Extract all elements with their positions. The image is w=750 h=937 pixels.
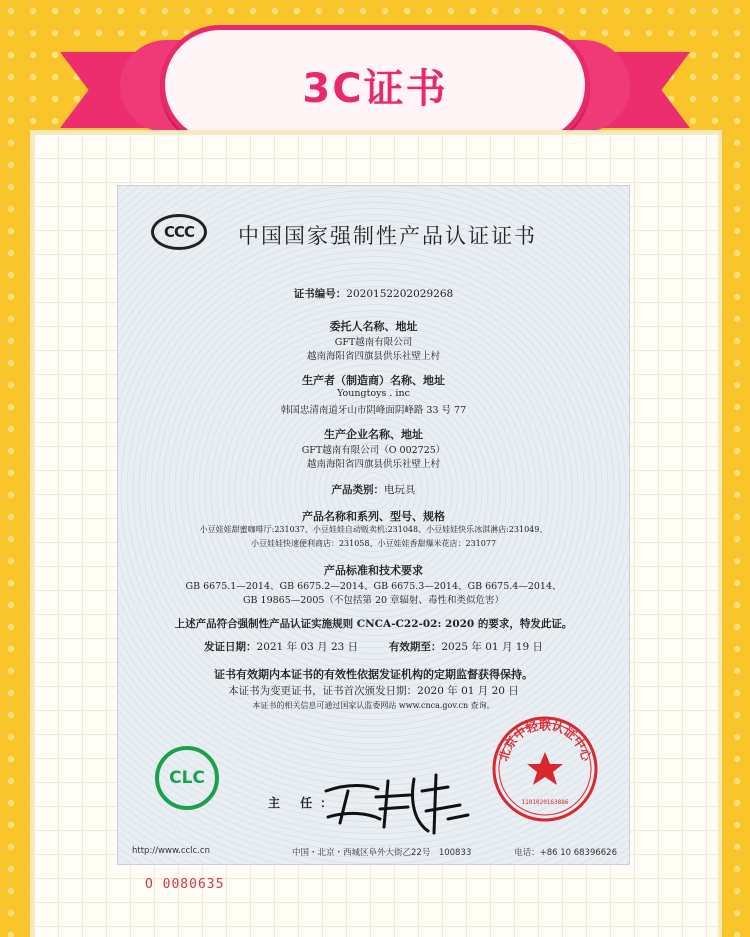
category: 电玩具 xyxy=(384,484,416,496)
conformity-statement: 上述产品符合强制性产品认证实施规则 CNCA-C22-02: 2020 的要求，特发此证。 xyxy=(174,618,573,630)
standard-line-1: GB 6675.1—2014、GB 6675.2—2014、GB 6675.3—2014、GB 6675.4—2014、 xyxy=(185,581,562,592)
client-name: GFT越南有限公司 xyxy=(334,337,413,348)
query-note: 本证书的相关信息可通过国家认监委网站 www.cnca.gov.cn 查询。 xyxy=(252,701,495,710)
category-row xyxy=(118,482,629,497)
clc-logo-icon xyxy=(155,746,219,810)
standard-line-2: GB 19865—2005（不包括第 20 章辐射、毒性和类似危害） xyxy=(242,595,505,606)
ccc-logo-icon xyxy=(151,214,207,250)
serial-number: O 0080635 xyxy=(145,877,225,892)
standard-label: 产品标准和技术要求 xyxy=(324,564,423,577)
factory-name: GFT越南有限公司（O 002725） xyxy=(301,445,446,456)
manufacturer-address: 韩国忠清南道牙山市阴峰面阴峰路 33 号 77 xyxy=(280,405,467,416)
certificate xyxy=(117,185,630,865)
director-label: 主 任： xyxy=(268,796,341,810)
factory-label: 生产企业名称、地址 xyxy=(324,428,423,441)
product-line-1: 小豆娃娃甜蜜咖啡厅:231037、小豆娃娃自动贩卖机:231048、小豆娃娃快乐冰淇淋店:231049、 xyxy=(199,525,548,534)
director-signature xyxy=(318,761,478,841)
category-label: 产品类别： xyxy=(331,484,384,496)
footer-url: http://www.cclc.cn xyxy=(132,846,210,856)
seal-text: 北京中轻联认证中心 xyxy=(496,718,594,763)
product-line-2: 小豆娃娃快速便利商店：231058、小豆娃娃香甜爆米花店：231077 xyxy=(250,539,497,548)
change-note: 本证书为变更证书，证书首次颁发日期：2020 年 01 月 20 日 xyxy=(228,685,519,697)
factory-address: 越南海阳省四旗县供乐社壁上村 xyxy=(306,459,440,470)
date-row xyxy=(118,639,629,654)
cert-number-row xyxy=(118,286,629,301)
banner xyxy=(160,25,590,145)
expiry-date-label: 有效期至： xyxy=(388,641,442,653)
issue-date: 2021 年 03 月 23 日 xyxy=(256,641,359,653)
clc-logo-text: CLC xyxy=(169,768,205,788)
footer-address: 中国・北京・西城区阜外大街乙22号 100833 xyxy=(292,848,472,858)
official-seal xyxy=(490,714,600,824)
manufacturer-label: 生产者（制造商）名称、地址 xyxy=(302,374,445,387)
client-address: 越南海阳省四旗县供乐社壁上村 xyxy=(306,351,440,362)
expiry-date: 2025 年 01 月 19 日 xyxy=(441,641,543,653)
cert-number: 2020152202029268 xyxy=(346,288,454,300)
validity-note: 证书有效期内本证书的有效性依据发证机构的定期监督获得保持。 xyxy=(214,668,533,681)
client-label: 委托人名称、地址 xyxy=(329,320,418,333)
banner-title: 3C证书 xyxy=(302,65,448,112)
product-label: 产品名称和系列、型号、规格 xyxy=(302,510,445,523)
ccc-logo-text: CCC xyxy=(163,223,195,241)
seal-number: 1101020163886 xyxy=(521,799,569,806)
manufacturer-name: Youngtoys . inc xyxy=(337,388,410,399)
certificate-title: 中国国家强制性产品认证证书 xyxy=(238,224,537,248)
cert-number-label: 证书编号： xyxy=(293,288,347,300)
issue-date-label: 发证日期： xyxy=(204,641,257,653)
footer-tel: 电话：+86 10 68396626 xyxy=(514,848,617,858)
